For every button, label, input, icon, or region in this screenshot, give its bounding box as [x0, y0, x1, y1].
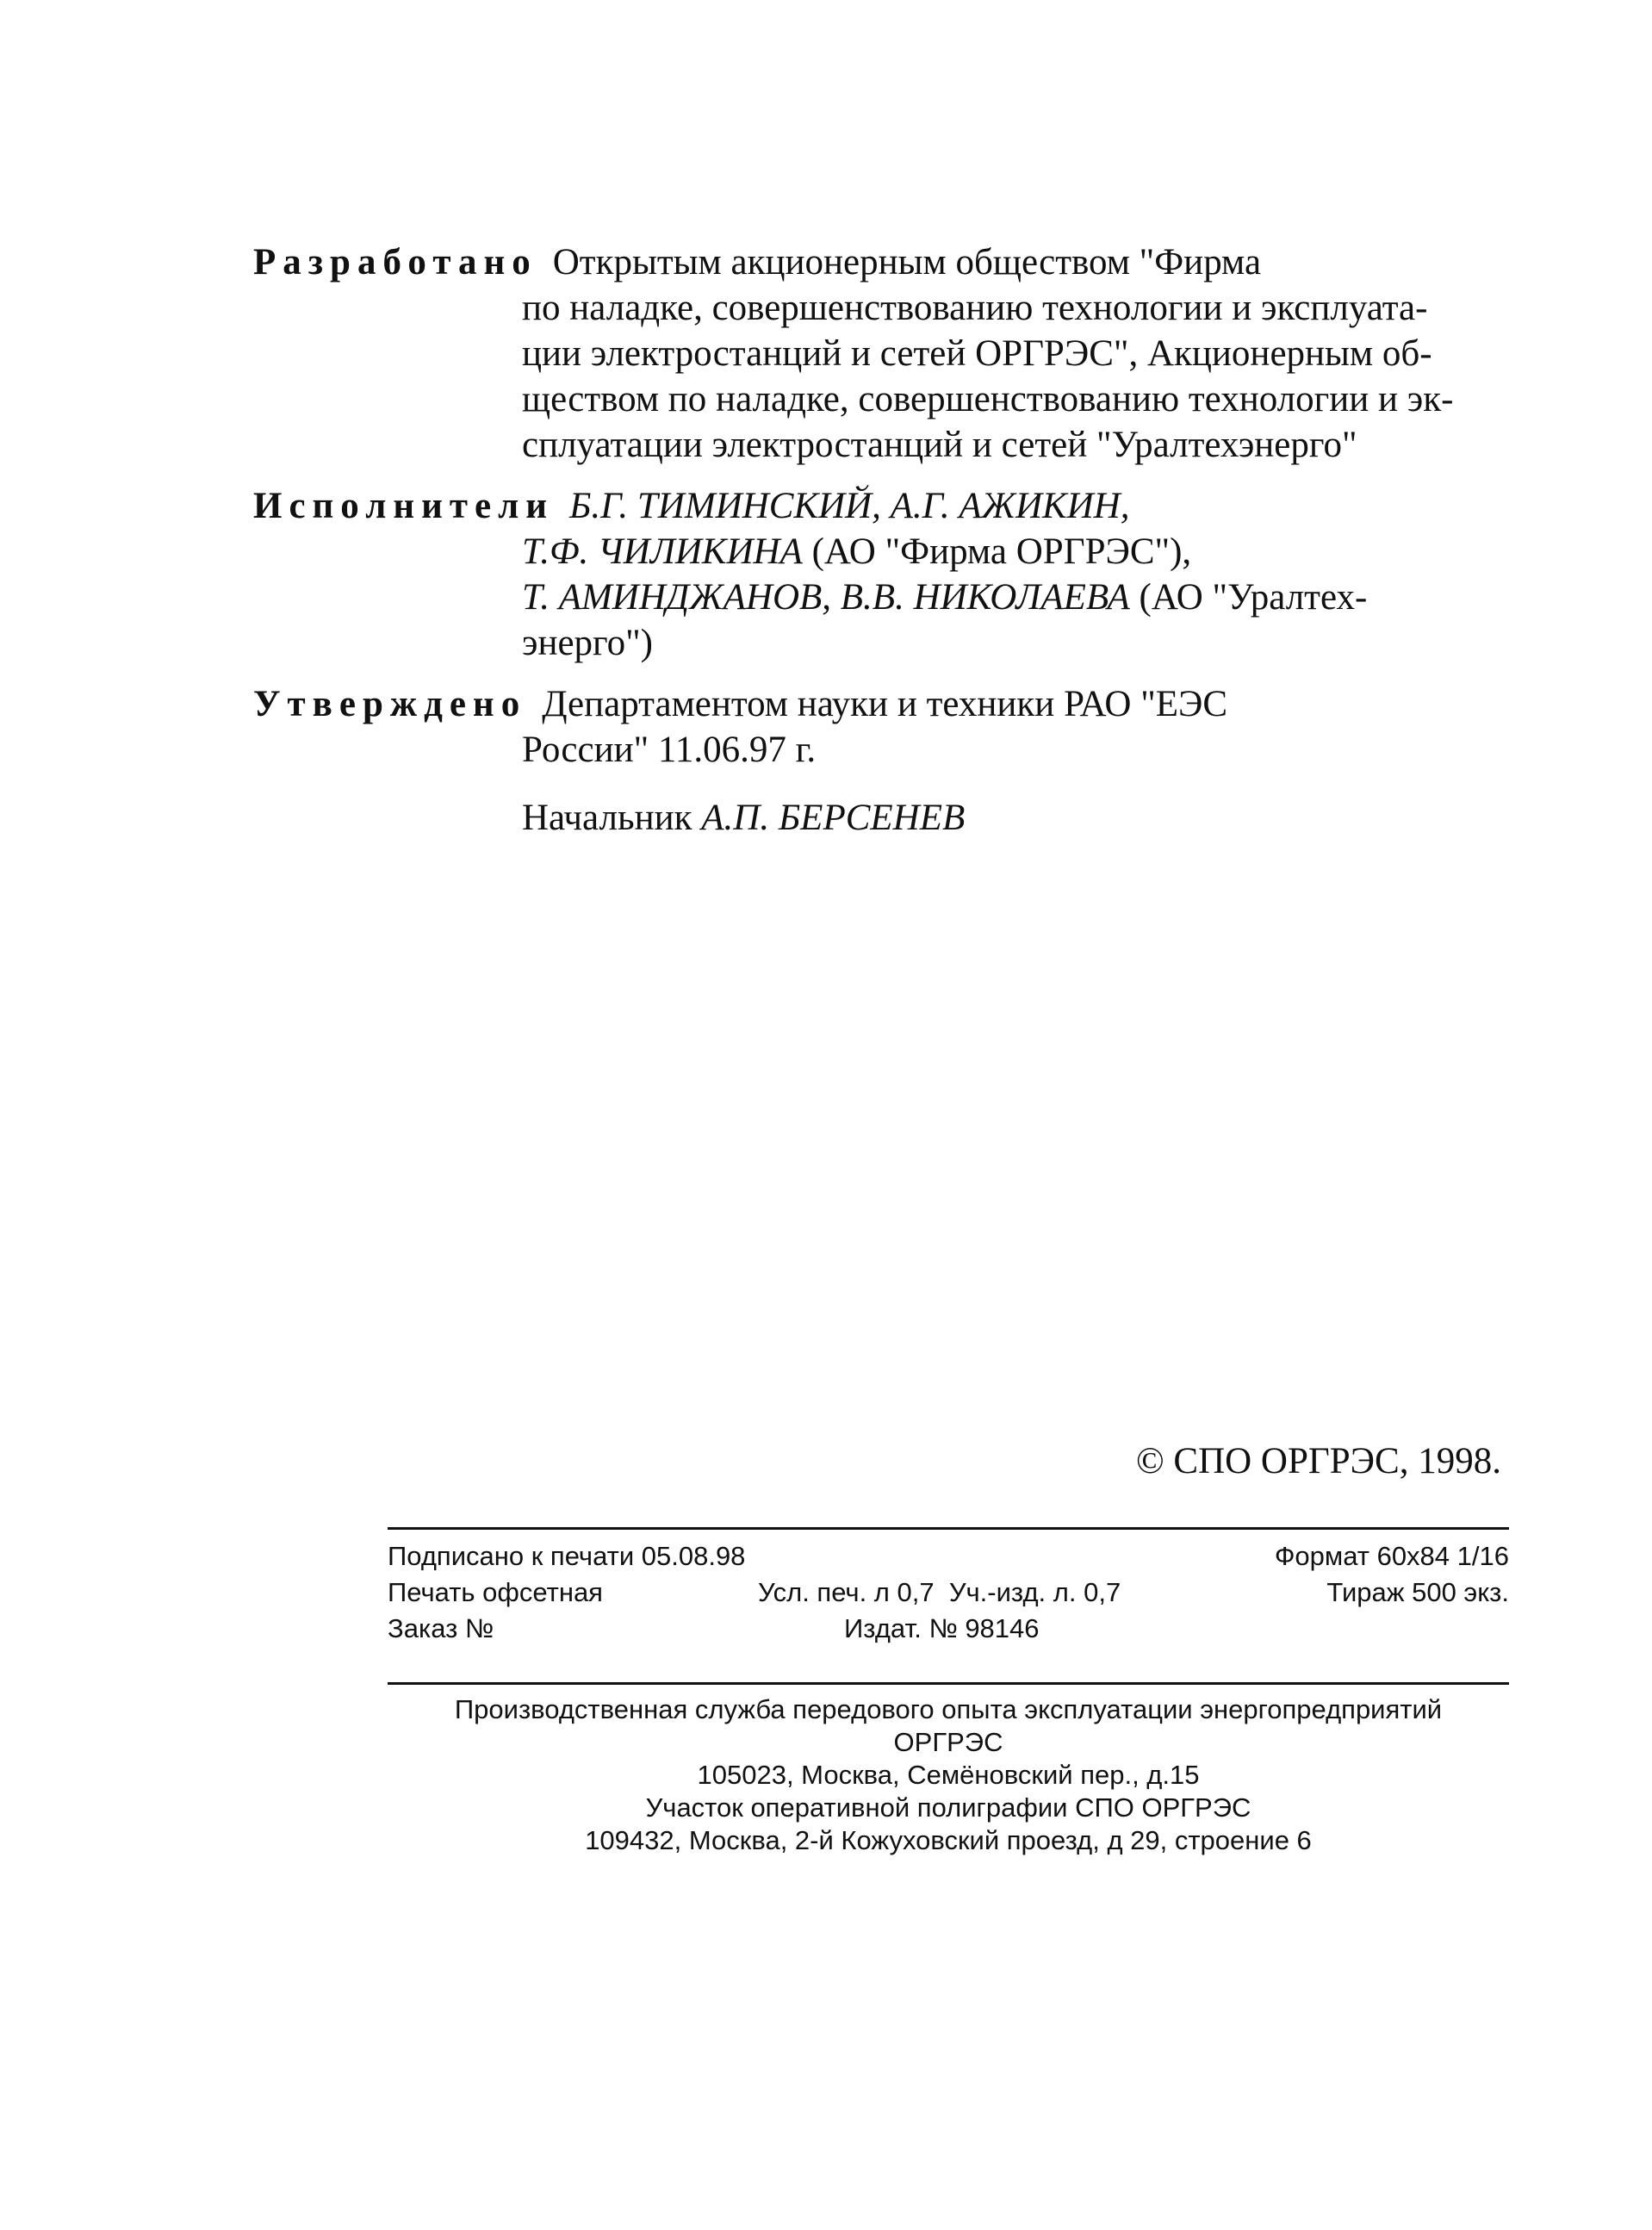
performers-line-2-org: (АО "Фирма ОРГРЭС"),	[802, 531, 1192, 572]
publisher-line-5: 109432, Москва, 2-й Кожуховский проезд, д 29, строение 6	[585, 1825, 1312, 1855]
developed-line-3: ции электростанций и сетей ОРГРЭС", Акционерным об-	[522, 333, 1432, 374]
performers-line-3-org: (АО "Уралтех-	[1129, 577, 1368, 618]
performers-line-3-names: Т. АМИНДЖАНОВ, В.В. НИКОЛАЕВА	[522, 577, 1130, 618]
divider-top	[388, 1527, 1509, 1530]
performers-label: Исполнители	[253, 486, 555, 526]
publisher-line-1: Производственная служба передового опыта эксплуатации энергопредприятий	[454, 1694, 1443, 1724]
approved-line-2: России" 11.06.97 г.	[522, 730, 817, 770]
print-type: Печать офсетная	[388, 1577, 603, 1607]
performers-line-4: энерго")	[522, 623, 653, 663]
edition-number: Издат. № 98146	[844, 1613, 1040, 1643]
developed-label: Разработано	[253, 242, 537, 283]
publisher-info	[388, 1693, 1509, 1857]
imprint-row-3	[388, 1611, 1509, 1647]
developed-line-4: ществом по наладке, совершенствованию технологии и эк-	[522, 379, 1454, 419]
paper-format: Формат 60х84 1/16	[1274, 1541, 1509, 1571]
publisher-line-2: ОРГРЭС	[893, 1727, 1003, 1757]
print-run: Тираж 500 экз.	[1326, 1577, 1509, 1607]
approved-line-1: Департаментом науки и техники РАО "ЕЭС	[542, 684, 1228, 724]
developed-block	[253, 239, 1516, 468]
chief-name: А.П. БЕРСЕНЕВ	[701, 798, 966, 838]
publisher-line-3: 105023, Москва, Семёновский пер., д.15	[697, 1760, 1200, 1790]
performers-line-2-names: Т.Ф. ЧИЛИКИНА	[522, 531, 803, 572]
approved-block	[253, 681, 1516, 841]
imprint-row-2	[388, 1575, 1509, 1611]
publisher-line-4: Участок оперативной полиграфии СПО ОРГРЭС	[645, 1792, 1251, 1823]
approved-label: Утверждено	[253, 684, 527, 724]
copyright: © СПО ОРГРЭС, 1998.	[1135, 1441, 1501, 1481]
developed-line-5: сплуатации электростанций и сетей "Уралтехэнерго"	[522, 425, 1357, 465]
performers-line-1: Б.Г. ТИМИНСКИЙ, А.Г. АЖИКИН,	[569, 486, 1130, 526]
order-number: Заказ №	[388, 1613, 494, 1643]
imprint-section	[388, 1538, 1509, 1647]
divider-bottom	[388, 1682, 1509, 1685]
chief-line	[522, 795, 1516, 841]
chief-title: Начальник	[522, 798, 702, 838]
developed-line-2: по наладке, совершенствованию технологии и эксплуата-	[522, 288, 1428, 328]
print-sheets: Усл. печ. л 0,7 Уч.-изд. л. 0,7	[758, 1577, 1121, 1607]
performers-block	[253, 483, 1516, 666]
imprint-row-1	[388, 1538, 1509, 1575]
credits-section	[253, 239, 1516, 856]
signed-to-print: Подписано к печати 05.08.98	[388, 1541, 746, 1571]
developed-line-1: Открытым акционерным обществом "Фирма	[552, 242, 1262, 283]
